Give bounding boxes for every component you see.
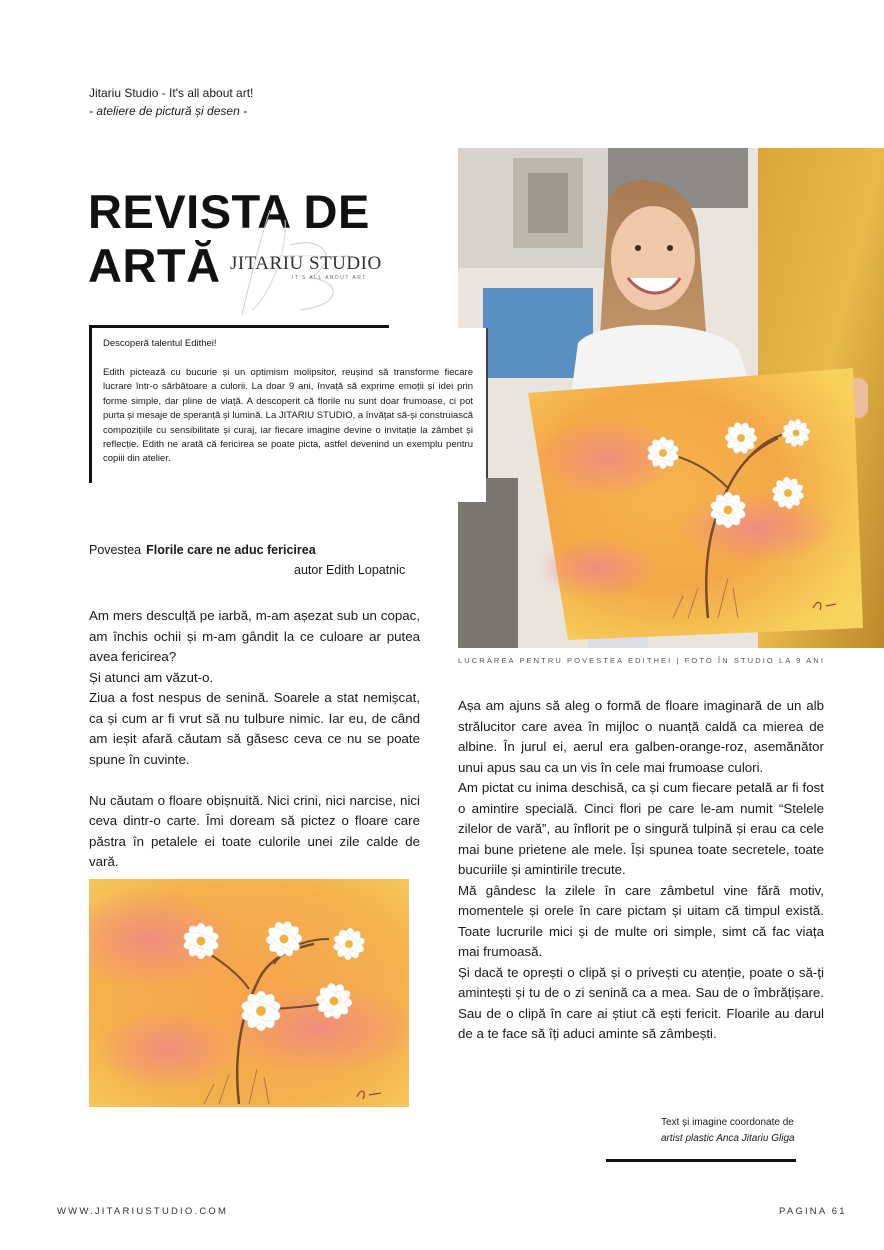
left-column [89, 606, 420, 873]
studio-tagline: - ateliere de pictură și desen - [89, 104, 248, 118]
credit-rule [606, 1159, 796, 1162]
story-author: autor Edith Lopatnic [294, 563, 406, 577]
intro-heading: Descoperă talentul Edithei! [103, 338, 217, 349]
paragraph: Am pictat cu inima deschisă, ca și cum fiecare petală ar fi fost o amintire specială. Cinci flori pe care le-am numit “Stelele zilelor de vară”, au înflorit pe o singură tulpină și erau ca cele mai bune prietene ale mele. Își spunea toate secretele, toate bucuriile și amintirile trecute. [458, 780, 824, 877]
paragraph: Am mers desculță pe iarbă, m-am așezat sub un copac, am închis ochii și m-am gândit la ce culoare ar putea avea fericirea? [89, 608, 420, 664]
right-column [458, 696, 824, 1045]
credit-line2: artist plastic Anca Jitariu Gligа [661, 1133, 795, 1144]
intro-body: Edith pictează cu bucurie și un optimism molipsitor, reușind să transforme fiecare lucrare într-o sărbătoare a culorii. La doar 9 ani, învață să exprime emoții și idei prin forme simple, dar pline de viață. A descoperit că florile nu sunt doar frumoase, ci pot purta și mesaje de speranță și lumină. La JITARIU STUDIO, a învățat să-și construiască compozițiile cu sensibilitate și curaj, iar fiecare imagine devine o invitație la zâmbet și reflecție. Edith ne arată că fericirea se poate picta, astfel devenind un exemplu pentru copiii din atelier. [103, 367, 473, 465]
intro-left-rule [89, 325, 92, 483]
story-heading [89, 543, 316, 557]
studio-logo [230, 200, 380, 320]
paragraph: Nu căutam o floare obișnuită. Nici crini, nici narcise, nici ceva dintr-o carte. Îmi doream să pictez o floare care păstra în petalele ei toate culorile unei zile calde de vară. [89, 792, 420, 869]
logo-name: JITARIU STUDIO [230, 253, 382, 274]
story-label: Povestea [89, 543, 142, 557]
credit-line1: Text și imagine coordonate de [661, 1117, 794, 1128]
paragraph: Și dacă te oprești o clipă și o privești cu atenție, poate o să-ți amintești și tu de o zi senină ca a mea. Sau de o îmbrățișare. Sau de o clipă în care ai știut că ești fericit. Floarile au darul de a te face să îți aduci aminte să zâmbești. [458, 964, 824, 1041]
studio-header: Jitariu Studio - It's all about art! [89, 86, 254, 100]
paragraph: Și atunci am văzut-o. [89, 669, 214, 685]
painting-image [89, 879, 409, 1107]
logo-tagline: IT'S ALL ABOUT ART [292, 275, 367, 281]
magazine-title-line1: REVISTA DE [88, 185, 370, 238]
paragraph: Mă gândesc la zilele în care zâmbetul vine fără motiv, momentele și orele în care pictam și uitam că timpul există. Toate lucrurile mici și de multe ori simple, simt că fac viața mai frumoasă. [458, 882, 824, 959]
page-number: PAGINA 61 [779, 1206, 847, 1217]
paragraph: Așa am ajuns să aleg o formă de floare imaginară de un alb strălucitor care avea în mijloc o nuanță caldă ca mierea de albine. În jurul ei, aerul era galben-orange-roz, asemănător unui apus sau ca un vis în cele mai frumoase culori. [458, 698, 824, 775]
story-title: Florile care ne aduc fericirea [146, 543, 316, 557]
main-photo [458, 148, 884, 648]
paragraph: Ziua a fost nespus de senină. Soarele a stat nemișcat, ca și cum ar fi vrut să nu tulbure nimic. Iar eu, de când am ieșit afară căutam să găsesc ceva ce nu se poate spune în cuvinte. [89, 690, 420, 767]
intro-top-rule [89, 325, 389, 328]
magazine-title-line2: ARTĂ [88, 239, 221, 292]
photo-caption: LUCRAREA PENTRU POVESTEA EDITHEI | FOTO ÎN STUDIO LA 9 ANI [458, 656, 825, 665]
footer-website[interactable]: WWW.JITARIUSTUDIO.COM [57, 1206, 229, 1217]
